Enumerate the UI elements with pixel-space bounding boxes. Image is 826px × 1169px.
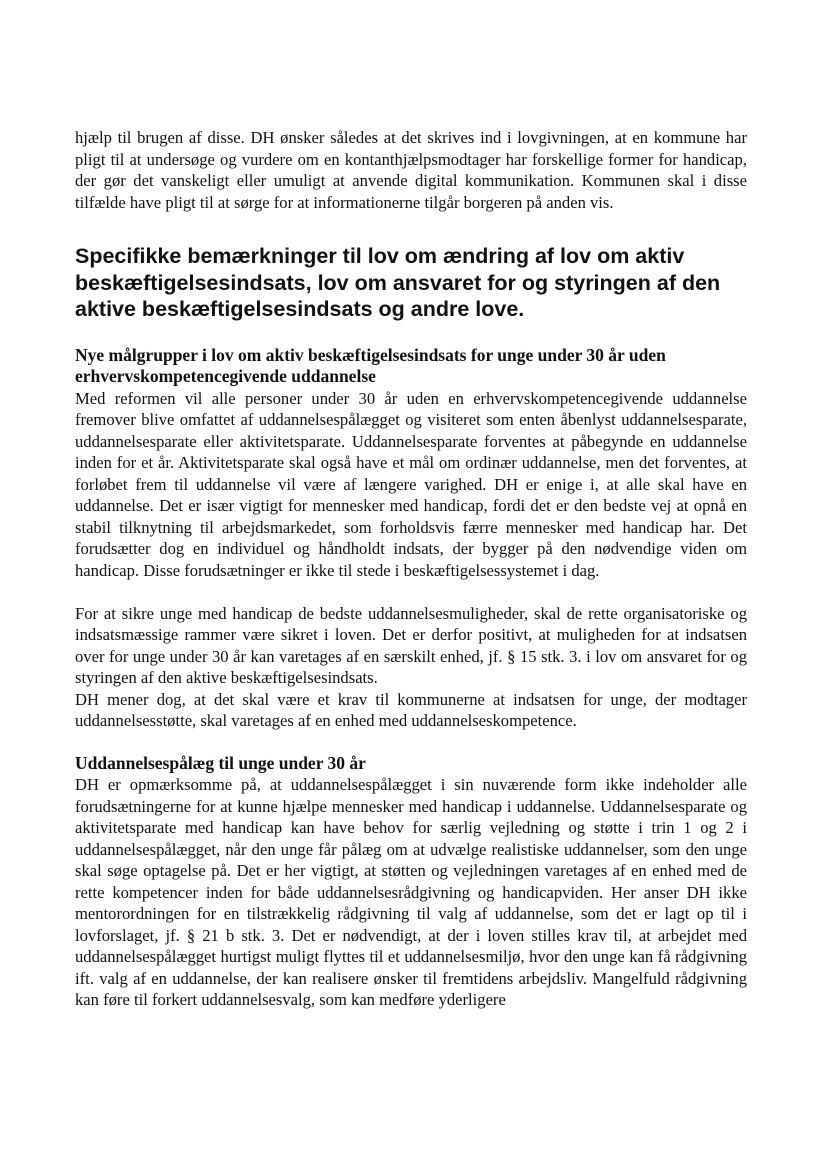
section-heading: Specifikke bemærkninger til lov om ændring af lov om aktiv beskæftigelsesindsats, lov om ansvaret for og styringen af den aktive beskæftigelsesindsats og andre love.	[75, 244, 721, 321]
document-page	[75, 127, 747, 1011]
subheading-target-groups: Nye målgrupper i lov om aktiv beskæftigelsesindsats for unge under 30 år uden erhvervskompetencegivende uddannelse	[75, 344, 666, 386]
paragraph-reform: Med reformen vil alle personer under 30 år uden en erhvervskompetencegivende uddannelse fremover blive omfattet af uddannelsespålægget og visiteret som enten åbenlyst uddannelsesparate, uddannelsesparate eller aktivitetsparate. Uddannelsesparate forventes at påbegynde en uddannelse inden for et år. Aktivitetsparate skal også have et mål om ordinær uddannelse, men det forventes, at forløbet frem til uddannelse vil være af længere varighed. DH er enige i, at alle skal have en uddannelse. Det er især vigtigt for mennesker med handicap, fordi det er den bedste vej at opnå en stabil tilknytning til arbejdsmarkedet, som forholdsvis færre mennesker med handicap har. Det forudsætter dog en individuel og håndholdt indsats, der bygger på den nødvendige viden om handicap. Disse forudsætninger er ikke til stede i beskæftigelsessystemet i dag.	[75, 388, 747, 580]
intro-paragraph: hjælp til brugen af disse. DH ønsker således at det skrives ind i lovgivningen, at en kommune har pligt til at undersøge og vurdere om en kontanthjælpsmodtager har forskellige former for handicap, der gør det vanskeligt eller umuligt at anvende digital kommunikation. Kommunen skal i disse tilfælde have pligt til at sørge for at informationerne tilgår borgeren på anden vis.	[75, 128, 747, 212]
paragraph-education-order: DH er opmærksomme på, at uddannelsespålægget i sin nuværende form ikke indeholder alle forudsætningerne for at kunne hjælpe mennesker med handicap i uddannelse. Uddannelsesparate og aktivitetsparate med handicap kan have behov for særlig vejledning og støtte i trin 1 og 2 i uddannelsespålægget, når den unge får pålæg om at udvælge realistiske uddannelser, som den unge skal søge optagelse på. Det er her vigtigt, at støtten og vejledningen varetages af en enhed med de rette kompetencer inden for både uddannelsesrådgivning og handicapviden. Her anser DH ikke mentorordningen for en tilstrækkelig rådgivning til valg af uddannelse, som det er lagt op til i lovforslaget, jf. § 21 b stk. 3. Det er nødvendigt, at der i loven stilles krav til, at arbejdet med uddannelsespålægget hurtigst muligt flyttes til et uddannelsesmiljø, hvor den unge kan få rådgivning ift. valg af en uddannelse, der kan realisere ønsker til fremtidens arbejdsliv. Mangelfuld rådgivning kan føre til forkert uddannelsesvalg, som kan medføre yderligere	[75, 775, 747, 1009]
subheading-education-order: Uddannelsespålæg til unge under 30 år	[75, 752, 366, 773]
paragraph-framework: For at sikre unge med handicap de bedste uddannelsesmuligheder, skal de rette organisatoriske og indsatsmæssige rammer være sikret i loven. Det er derfor positivt, at muligheden for at indsatsen over for unge under 30 år kan varetages af en særskilt enhed, jf. § 15 stk. 3. i lov om ansvaret for og styringen af den aktive beskæftigelsesindsats.	[75, 603, 747, 687]
paragraph-requirement: DH mener dog, at det skal være et krav til kommunerne at indsatsen for unge, der modtager uddannelsesstøtte, skal varetages af en enhed med uddannelseskompetence.	[75, 689, 747, 730]
